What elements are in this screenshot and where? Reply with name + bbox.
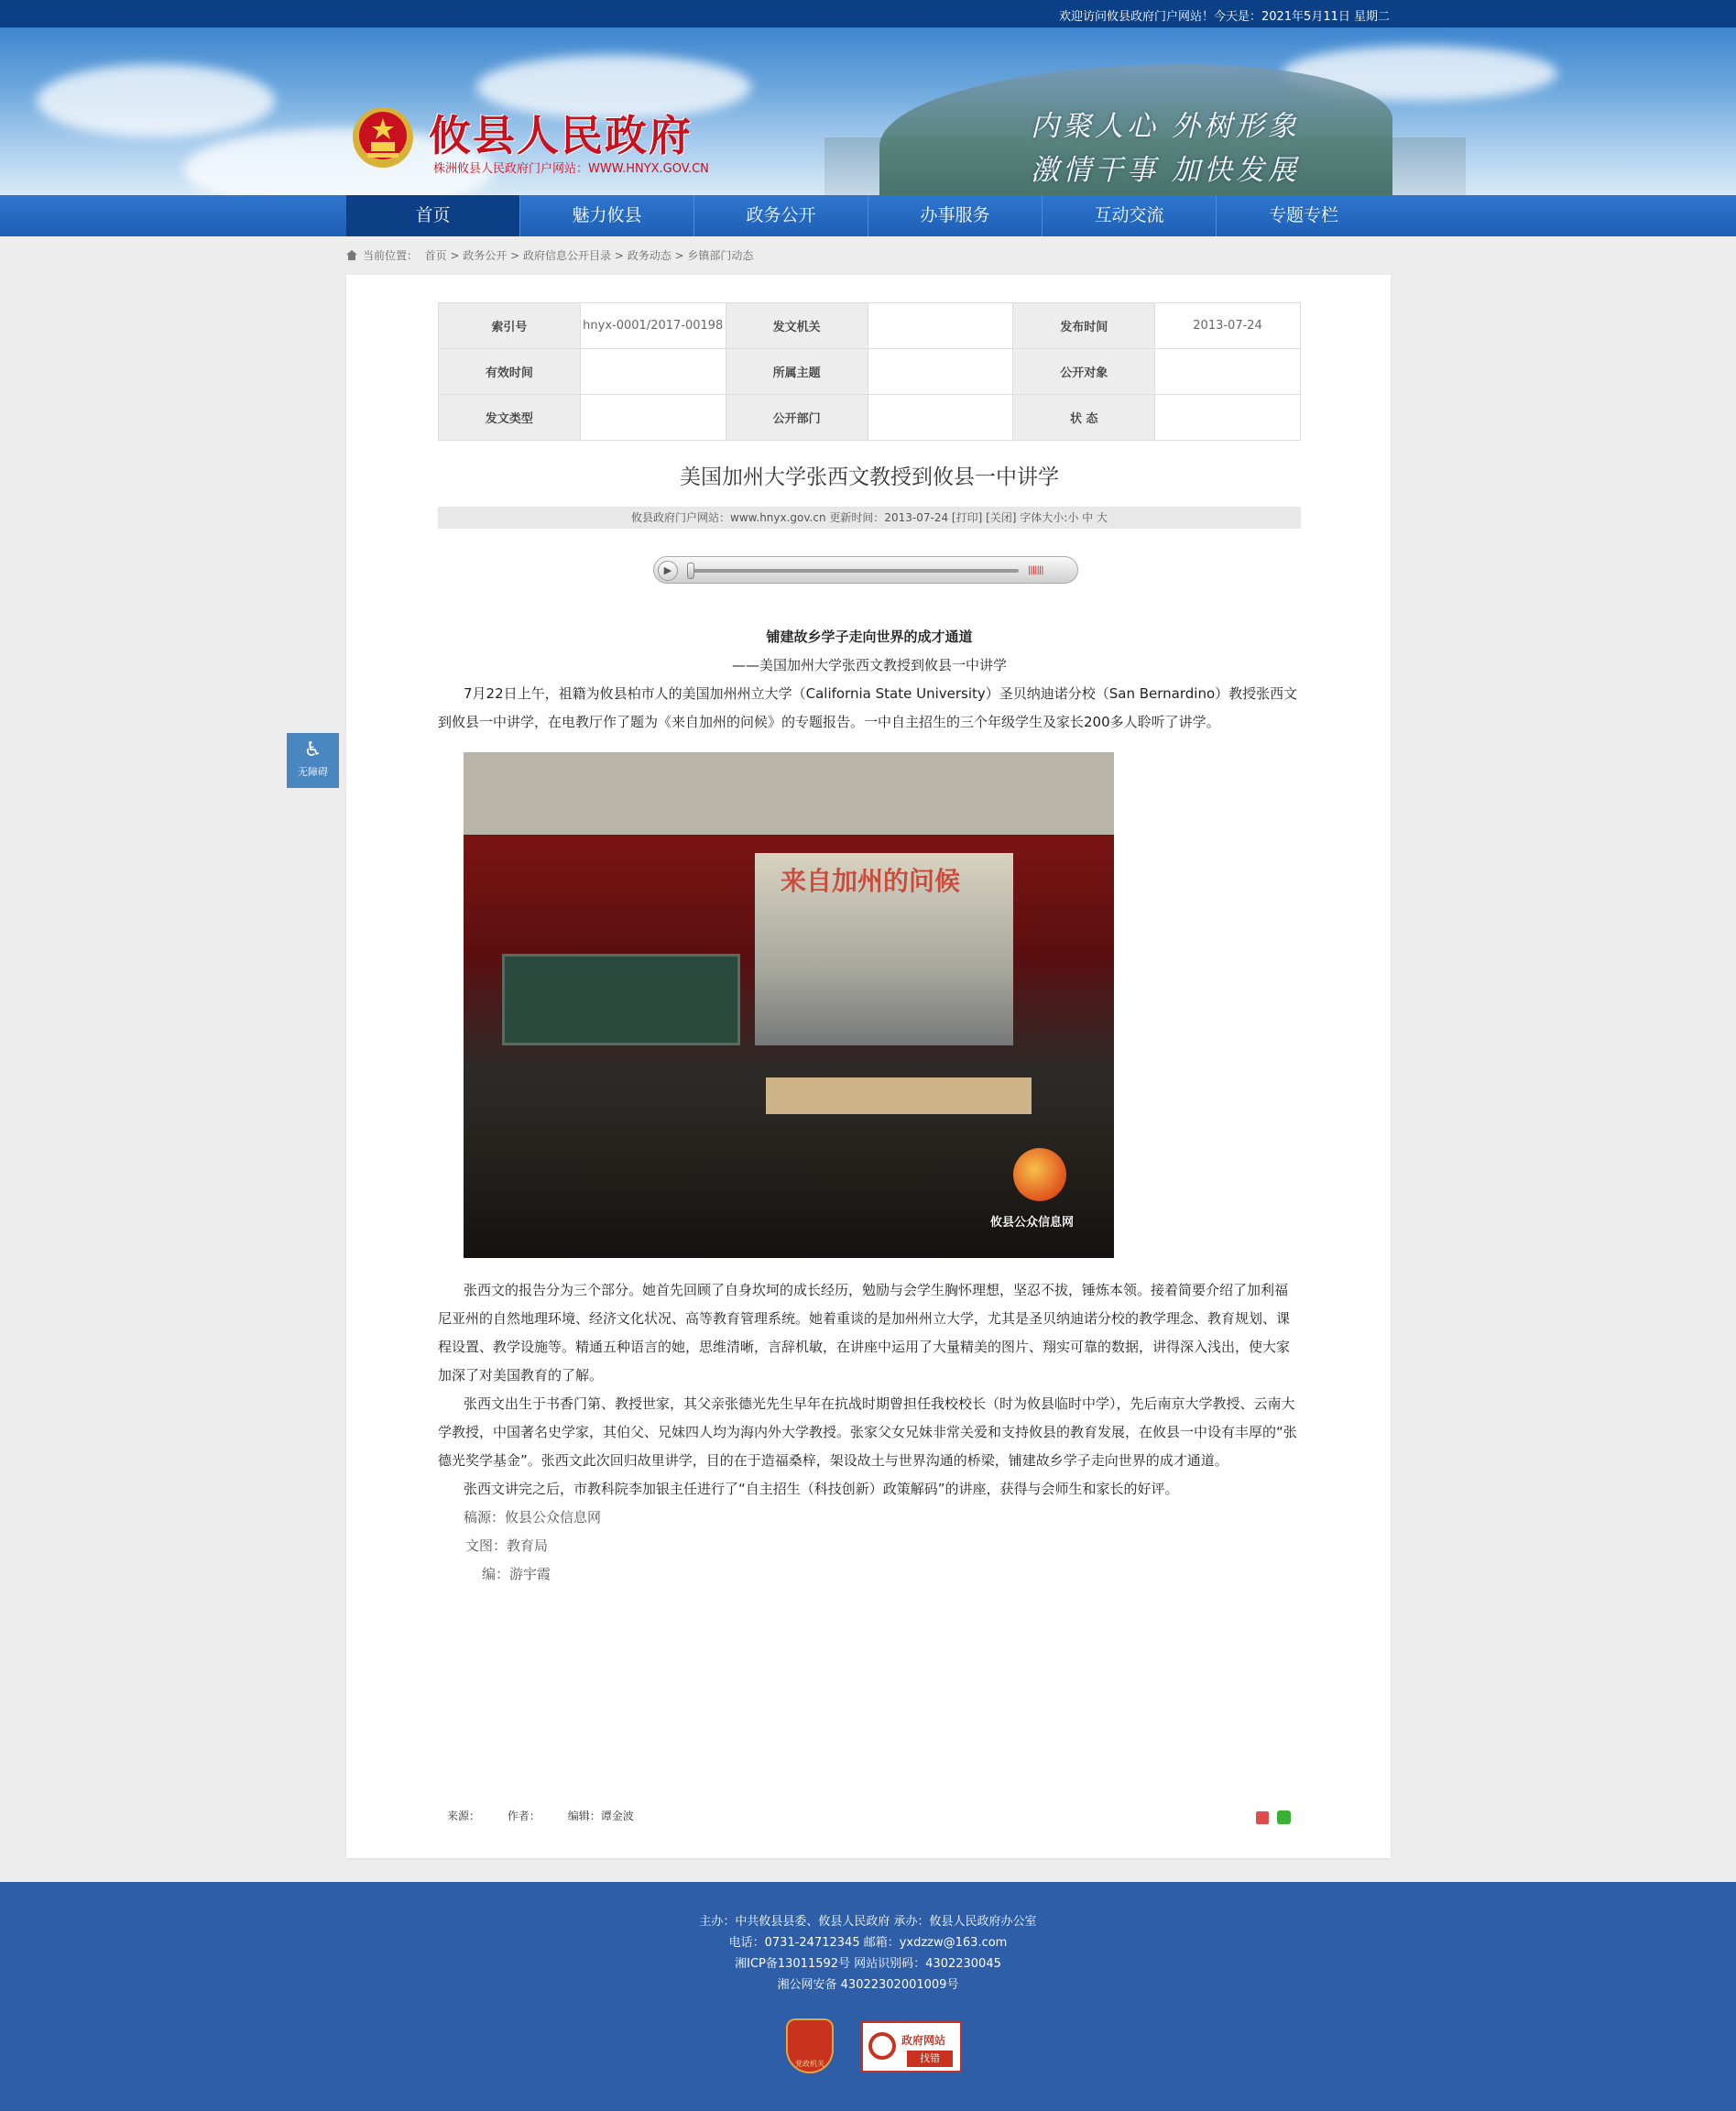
audio-progress-track[interactable] [689,569,1019,573]
article-credit: 稿源：攸县公众信息网 [464,1509,602,1526]
table-row [439,395,1301,441]
nav-item-home[interactable]: 首页 [346,195,520,236]
table-row [439,303,1301,349]
error-badge-title: 政府网站 [901,2034,946,2047]
blackboard [502,954,740,1045]
party-gov-badge-label: 党政机关 [795,2060,824,2068]
article-subheading: ——美国加州大学张西文教授到攸县一中讲学 [731,657,1007,673]
article-photo [464,752,1114,1258]
screen-text: 来自加州的问候 [781,866,961,896]
national-emblem-icon [351,105,415,170]
table-row [439,349,1301,395]
top-bar [0,0,1736,27]
meta-value [580,349,726,395]
meta-value: 2013-07-24 [1155,303,1301,349]
meta-key: 发布时间 [1013,303,1155,349]
meta-key: 所属主题 [726,349,868,395]
slogan-line-2: 激情干事 加快发展 [1031,154,1300,187]
meta-value [1155,395,1301,441]
home-icon [346,250,357,260]
volume-icon[interactable]: ||||||| [1028,565,1043,575]
site-url-subtitle: 株洲攸县人民政府门户网站：WWW.HNYX.GOV.CN [433,162,709,176]
photo-watermark-text: 攸县公众信息网 [990,1216,1075,1230]
article-footer-meta [447,1808,658,1823]
article-paragraph: 张西文讲完之后，市教科院李加银主任进行了“自主招生（科技创新）政策解码”的讲座，获得与会师生和家长的好评。 [464,1481,1179,1497]
article-paragraph: 张西文出生于书香门第、教授世家，其父亲张德光先生早年在抗战时期曾担任我校校长（时为攸县临时中学），先后南京大学教授、云南大学教授，中国著名史学家，其伯父、兄妹四人均为海内外大学教授。张家父女兄妹非常关爱和支持攸县的教育发展，在攸县一中设有丰厚的“张德光奖学基金”。张西文此次回归故里讲学，目的在于造福桑梓，架设故土与世界沟通的桥梁，铺建故乡学子走向世界的成才通道。 [438,1395,1297,1469]
meta-key: 发文机关 [726,303,868,349]
main-nav [0,195,1736,236]
play-icon[interactable]: ▶ [658,561,678,581]
error-badge-action: 找错 [907,2051,953,2067]
article-credit: 编：游宇霞 [482,1566,551,1582]
header-banner [0,27,1736,195]
meta-key: 发文类型 [439,395,581,441]
meta-value [868,395,1013,441]
accessibility-label: 无障碍 [298,766,328,778]
meta-value [580,395,726,441]
footer-police-record[interactable]: 湘公网安备 43022302001009号 [777,1978,959,1992]
breadcrumb-label: 当前位置： [363,249,419,262]
magnifier-icon [868,2032,896,2060]
site-footer [0,1882,1736,2111]
nav-item-special-topics[interactable]: 专题专栏 [1268,205,1338,225]
site-name: 攸县人民政府 [429,111,693,160]
breadcrumb [346,247,753,264]
slogan-line-1: 内聚人心 外树形象 [1031,110,1300,143]
author-label: 作者： [507,1810,540,1822]
site-error-report-badge[interactable] [861,2021,962,2073]
meta-key: 公开部门 [726,395,868,441]
footer-icp[interactable]: 湘ICP备13011592号 网站识别码：4302230045 [735,1957,1001,1971]
weibo-share-icon[interactable] [1256,1811,1269,1824]
editor-label: 编辑：谭金波 [567,1810,634,1822]
footer-sponsor: 主办：中共攸县县委、攸县人民政府 承办：攸县人民政府办公室 [699,1915,1037,1929]
article-info-bar[interactable]: 攸县政府门户网站：www.hnyx.gov.cn 更新时间：2013-07-24 [打印] [关闭] 字体大小:小 中 大 [438,507,1301,529]
article-title: 美国加州大学张西文教授到攸县一中讲学 [680,465,1059,489]
source-label: 来源： [447,1810,481,1822]
breadcrumb-path[interactable]: 首页 > 政务公开 > 政府信息公开目录 > 政务动态 > 乡镇部门动态 [424,249,754,262]
article-body [438,623,1301,1589]
nav-item-charm[interactable]: 魅力攸县 [520,195,694,236]
lecture-table [766,1077,1032,1114]
meta-key: 公开对象 [1013,349,1155,395]
welcome-text: 欢迎访问攸县政府门户网站！今天是：2021年5月11日 星期二 [1058,10,1390,24]
meta-value [868,303,1013,349]
nav-item-gov-affairs[interactable]: 政务公开 [694,195,868,236]
meta-value: hnyx-0001/2017-00198 [580,303,726,349]
meta-key: 状 态 [1013,395,1155,441]
wheelchair-icon: ♿ [303,738,322,761]
nav-item-interaction[interactable]: 互动交流 [1043,195,1217,236]
wechat-share-icon[interactable] [1277,1810,1291,1824]
content-panel [346,275,1391,1858]
audio-progress-handle[interactable] [687,563,694,579]
meta-key: 索引号 [439,303,581,349]
meta-key: 有效时间 [439,349,581,395]
meta-value [1155,349,1301,395]
nav-item-services[interactable]: 办事服务 [868,195,1043,236]
watermark-logo-icon [1013,1148,1066,1201]
article-heading: 铺建故乡学子走向世界的成才通道 [766,629,973,645]
meta-value [868,349,1013,395]
footer-contact: 电话：0731-24712345 邮箱：yxdzzw@163.com [728,1936,1008,1950]
audio-player[interactable] [653,556,1078,584]
accessibility-button[interactable] [287,733,339,788]
article-paragraph: 7月22日上午，祖籍为攸县柏市人的美国加州州立大学（California State University）圣贝纳迪诺分校（San Bernardino）教授张西文到攸县一中讲学，在电教厅作了题为《来自加州的问候》的专题报告。一中自主招生的三个年级学生及家长200多人聆听了讲学。 [438,685,1298,730]
article-credit: 文图：教育局 [465,1537,549,1554]
document-meta-table [438,302,1301,441]
party-gov-badge-icon[interactable] [786,2018,834,2073]
article-paragraph: 张西文的报告分为三个部分。她首先回顾了自身坎坷的成长经历，勉励与会学生胸怀理想，坚忍不拔，锤炼本领。接着简要介绍了加利福尼亚州的自然地理环境、经济文化状况、高等教育管理系统。她着重谈的是加州州立大学，尤其是圣贝纳迪诺分校的教学理念、教育规划、课程设置、教学设施等。精通五种语言的她，思维清晰，言辞机敏，在讲座中运用了大量精美的图片、翔实可靠的数据，讲得深入浅出，使大家加深了对美国教育的了解。 [438,1282,1291,1384]
